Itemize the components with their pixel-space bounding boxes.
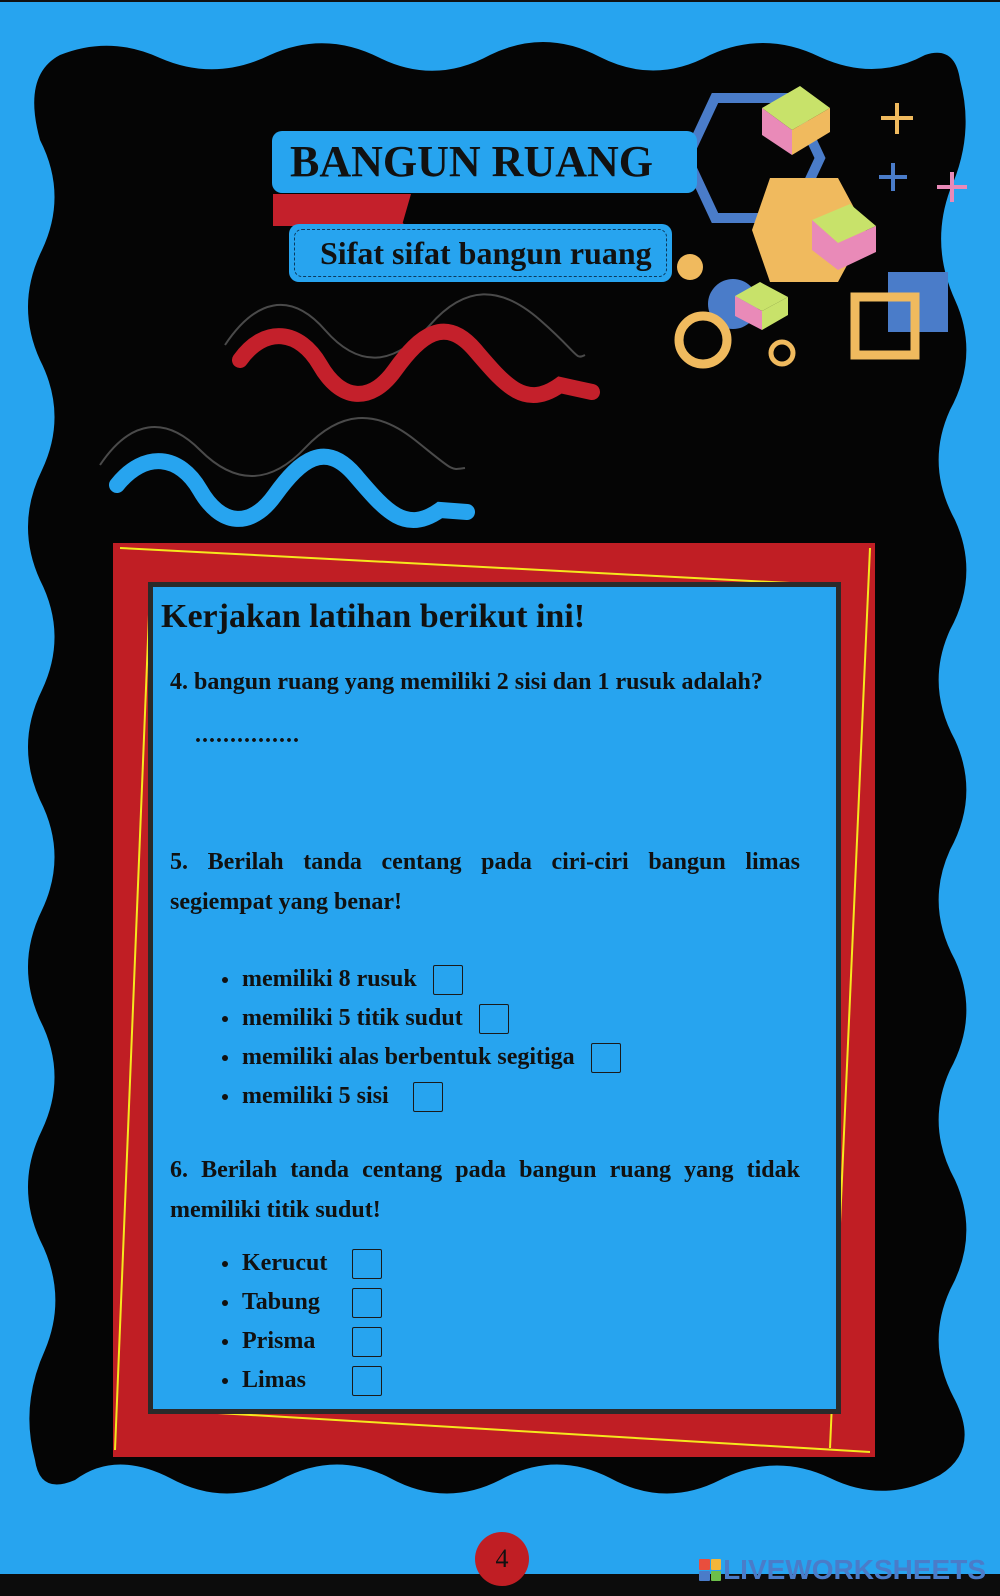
bullet-icon <box>222 1300 228 1306</box>
list-item <box>222 1283 382 1322</box>
checkbox[interactable] <box>352 1366 382 1396</box>
list-item <box>222 1077 621 1116</box>
answer-blank-q4[interactable]: ............... <box>195 722 300 748</box>
checkbox[interactable] <box>591 1043 621 1073</box>
option-label: Kerucut <box>242 1250 328 1276</box>
checkbox[interactable] <box>352 1288 382 1318</box>
option-label: Limas <box>242 1367 307 1393</box>
list-item <box>222 1361 382 1400</box>
list-item <box>222 1322 382 1361</box>
checkbox[interactable] <box>352 1249 382 1279</box>
list-item <box>222 960 621 999</box>
option-label: Tabung <box>242 1289 320 1315</box>
checkbox[interactable] <box>433 965 463 995</box>
option-label: memiliki 8 rusuk <box>242 966 417 992</box>
bullet-icon <box>222 1016 228 1022</box>
liveworksheets-brand[interactable] <box>699 1555 986 1585</box>
brand-text: LIVEWORKSHEETS <box>723 1554 986 1585</box>
bullet-icon <box>222 1339 228 1345</box>
bullet-icon <box>222 977 228 983</box>
worksheet-heading: Kerjakan latihan berikut ini! <box>161 598 586 635</box>
bullet-icon <box>222 1094 228 1100</box>
page-subtitle: Sifat sifat bangun ruang <box>320 235 652 271</box>
checkbox[interactable] <box>479 1004 509 1034</box>
question-5: 5. Berilah tanda centang pada ciri-ciri bangun limas segiempat yang benar! <box>170 849 800 915</box>
question-4: 4. bangun ruang yang memiliki 2 sisi dan 1 rusuk adalah? <box>170 669 763 695</box>
liveworksheets-logo-icon <box>699 1559 721 1581</box>
option-label: Prisma <box>242 1328 316 1354</box>
q6-options <box>222 1244 382 1400</box>
bullet-icon <box>222 1055 228 1061</box>
checkbox[interactable] <box>413 1082 443 1112</box>
bullet-icon <box>222 1378 228 1384</box>
q5-options <box>222 960 621 1116</box>
checkbox[interactable] <box>352 1327 382 1357</box>
page-number: 4 <box>475 1532 529 1586</box>
option-label: memiliki 5 titik sudut <box>242 1005 463 1031</box>
option-label: memiliki alas berbentuk segitiga <box>242 1044 575 1070</box>
bullet-icon <box>222 1261 228 1267</box>
question-6: 6. Berilah tanda centang pada bangun ruang yang tidak memiliki titik sudut! <box>170 1157 800 1223</box>
list-item <box>222 999 621 1038</box>
option-label: memiliki 5 sisi <box>242 1083 389 1109</box>
list-item <box>222 1244 382 1283</box>
list-item <box>222 1038 621 1077</box>
page-title: BANGUN RUANG <box>290 137 653 186</box>
